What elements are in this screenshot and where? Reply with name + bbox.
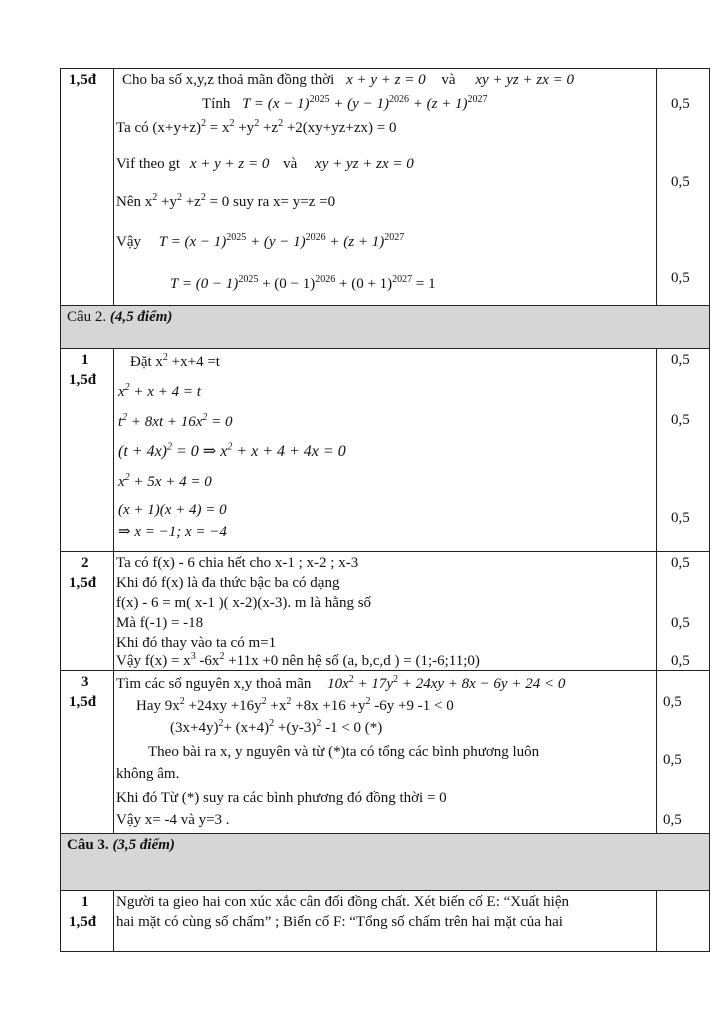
text-line: Khi đó f(x) là đa thức bậc ba có dạng xyxy=(116,575,340,591)
row-points-cell xyxy=(61,349,114,552)
row-points-cell xyxy=(61,69,114,306)
points-label: 1,5đ xyxy=(69,914,97,930)
table-row xyxy=(61,671,710,834)
score-value: 0,5 xyxy=(663,812,682,828)
text-line: Khi đó thay vào ta có m=1 xyxy=(116,635,277,651)
section-title: Câu 2. (4,5 điểm) xyxy=(67,309,173,325)
score-value: 0,5 xyxy=(671,510,690,526)
row-points-cell xyxy=(61,552,114,671)
text-line: Khi đó Từ (*) suy ra các bình phương đó đồng thời = 0 xyxy=(116,790,447,806)
section-header-cell xyxy=(61,834,710,891)
solution-cell xyxy=(114,671,657,834)
solution-cell xyxy=(114,69,657,306)
section-header xyxy=(61,306,710,349)
points-label: 1,5đ xyxy=(69,72,97,88)
row-points-cell xyxy=(61,671,114,834)
text-line: Vif theo gt x + y + z = 0 và xy + yz + zx = 0 xyxy=(116,156,414,172)
score-value: 0,5 xyxy=(671,653,690,669)
text-line: Tìm các số nguyên x,y thoả mãn $10x^2 + 17y^2 + 24xy + 8x - 6y + 24 < 0$ xyxy=(116,674,566,692)
solution-cell xyxy=(114,349,657,552)
text-line: f(x) - 6 = m( x-1 )( x-2)(x-3). m là hằng số xyxy=(116,595,372,611)
score-cell xyxy=(657,891,710,952)
text-line: Vậy x= -4 và y=3 . xyxy=(116,812,230,828)
formula-line: $(t + 4x)^2 = 0$ ⇒ $x^2 + x + 4 + 4x = 0$ xyxy=(118,441,346,460)
text-line: không âm. xyxy=(116,766,180,782)
solution-cell xyxy=(114,891,657,952)
section-header-cell xyxy=(61,306,710,349)
score-cell xyxy=(657,69,710,306)
answer-table xyxy=(60,68,710,952)
score-value: 0,5 xyxy=(671,96,690,112)
item-number: 1 xyxy=(81,894,89,910)
section-title: Câu 3. (3,5 điểm) xyxy=(67,837,175,853)
score-value: 0,5 xyxy=(663,752,682,768)
text-line: hai mặt có cùng số chấm” ; Biến cố F: “Tổng số chấm trên hai mặt của hai xyxy=(116,914,563,930)
score-value: 0,5 xyxy=(663,694,682,710)
formula-line: $x^2 + 5x + 4 = 0$ xyxy=(118,472,212,490)
score-cell xyxy=(657,671,710,834)
table-row xyxy=(61,552,710,671)
table-row xyxy=(61,891,710,952)
formula-line: (x + 1)(x + 4) = 0 xyxy=(118,502,227,518)
text-line: Mà f(-1) = -18 xyxy=(116,615,204,631)
text-line: Đặt $x^2 +x+4 =t$ xyxy=(130,352,220,370)
item-number: 2 xyxy=(81,555,89,571)
row-points-cell xyxy=(61,891,114,952)
item-number: 3 xyxy=(81,674,89,690)
solution-cell xyxy=(114,552,657,671)
formula-line: $t^2 + 8xt + 16x^2 = 0$ xyxy=(118,412,233,430)
item-number: 1 xyxy=(81,352,89,368)
text-line: Ta có $(x+y+z)^2 = x^2 +y^2 +z^2 +2(xy+yz+zx) = 0$ xyxy=(116,118,397,136)
table-row xyxy=(61,69,710,306)
text-line: Ta có f(x) - 6 chia hết cho x-1 ; x-2 ; x-3 xyxy=(116,555,359,571)
score-value: 0,5 xyxy=(671,615,690,631)
points-label: 1,5đ xyxy=(69,694,97,710)
text-line: Cho ba số x,y,z thoả mãn đồng thời x + y + z = 0 và xy + yz + zx = 0 xyxy=(122,72,574,88)
score-value: 0,5 xyxy=(671,270,690,286)
text-line: Hay $9x^2 +24xy +16y^2 +x^2 +8x +16 +y^2$ -6y +9 -1 < 0 xyxy=(136,696,454,714)
formula-line: ⇒ x = −1; x = −4 xyxy=(118,524,227,540)
score-value: 0,5 xyxy=(671,352,690,368)
score-value: 0,5 xyxy=(671,412,690,428)
formula-line: $T = (0 - 1)^{2025} + (0 - 1)^{2026} + (0 + 1)^{2027} = 1$ xyxy=(170,274,436,292)
text-line: $(3x+4y)^2+ (x+4)^2 +(y-3)^2$ -1 < 0 (*) xyxy=(170,718,383,736)
score-cell xyxy=(657,349,710,552)
formula-line: Tính $T = (x - 1)^{2025} + (y - 1)^{2026} + (z + 1)^{2027}$ xyxy=(202,94,488,112)
points-label: 1,5đ xyxy=(69,372,97,388)
score-cell xyxy=(657,552,710,671)
text-line: Vậy $f(x) = x^3$ $-6x^2 +11x +0$ nên hệ số (a, b,c,d ) = (1;-6;11;0) xyxy=(116,651,480,669)
section-header xyxy=(61,834,710,891)
text-line: Người ta gieo hai con xúc xắc cân đối đồng chất. Xét biến cố E: “Xuất hiện xyxy=(116,894,569,910)
text-line: Nên $x^2 +y^2 +z^2 = 0$ suy ra x= y=z =0 xyxy=(116,192,336,210)
score-value: 0,5 xyxy=(671,555,690,571)
score-value: 0,5 xyxy=(671,174,690,190)
formula-line: $x^2 + x + 4 = t$ xyxy=(118,382,201,400)
text-line: Vậy $T = (x - 1)^{2025} + (y - 1)^{2026} + (z + 1)^{2027}$ xyxy=(116,232,405,250)
points-label: 1,5đ xyxy=(69,575,97,591)
text-line: Theo bài ra x, y nguyên và từ (*)ta có tổng các bình phương luôn xyxy=(148,744,540,760)
table-row xyxy=(61,349,710,552)
